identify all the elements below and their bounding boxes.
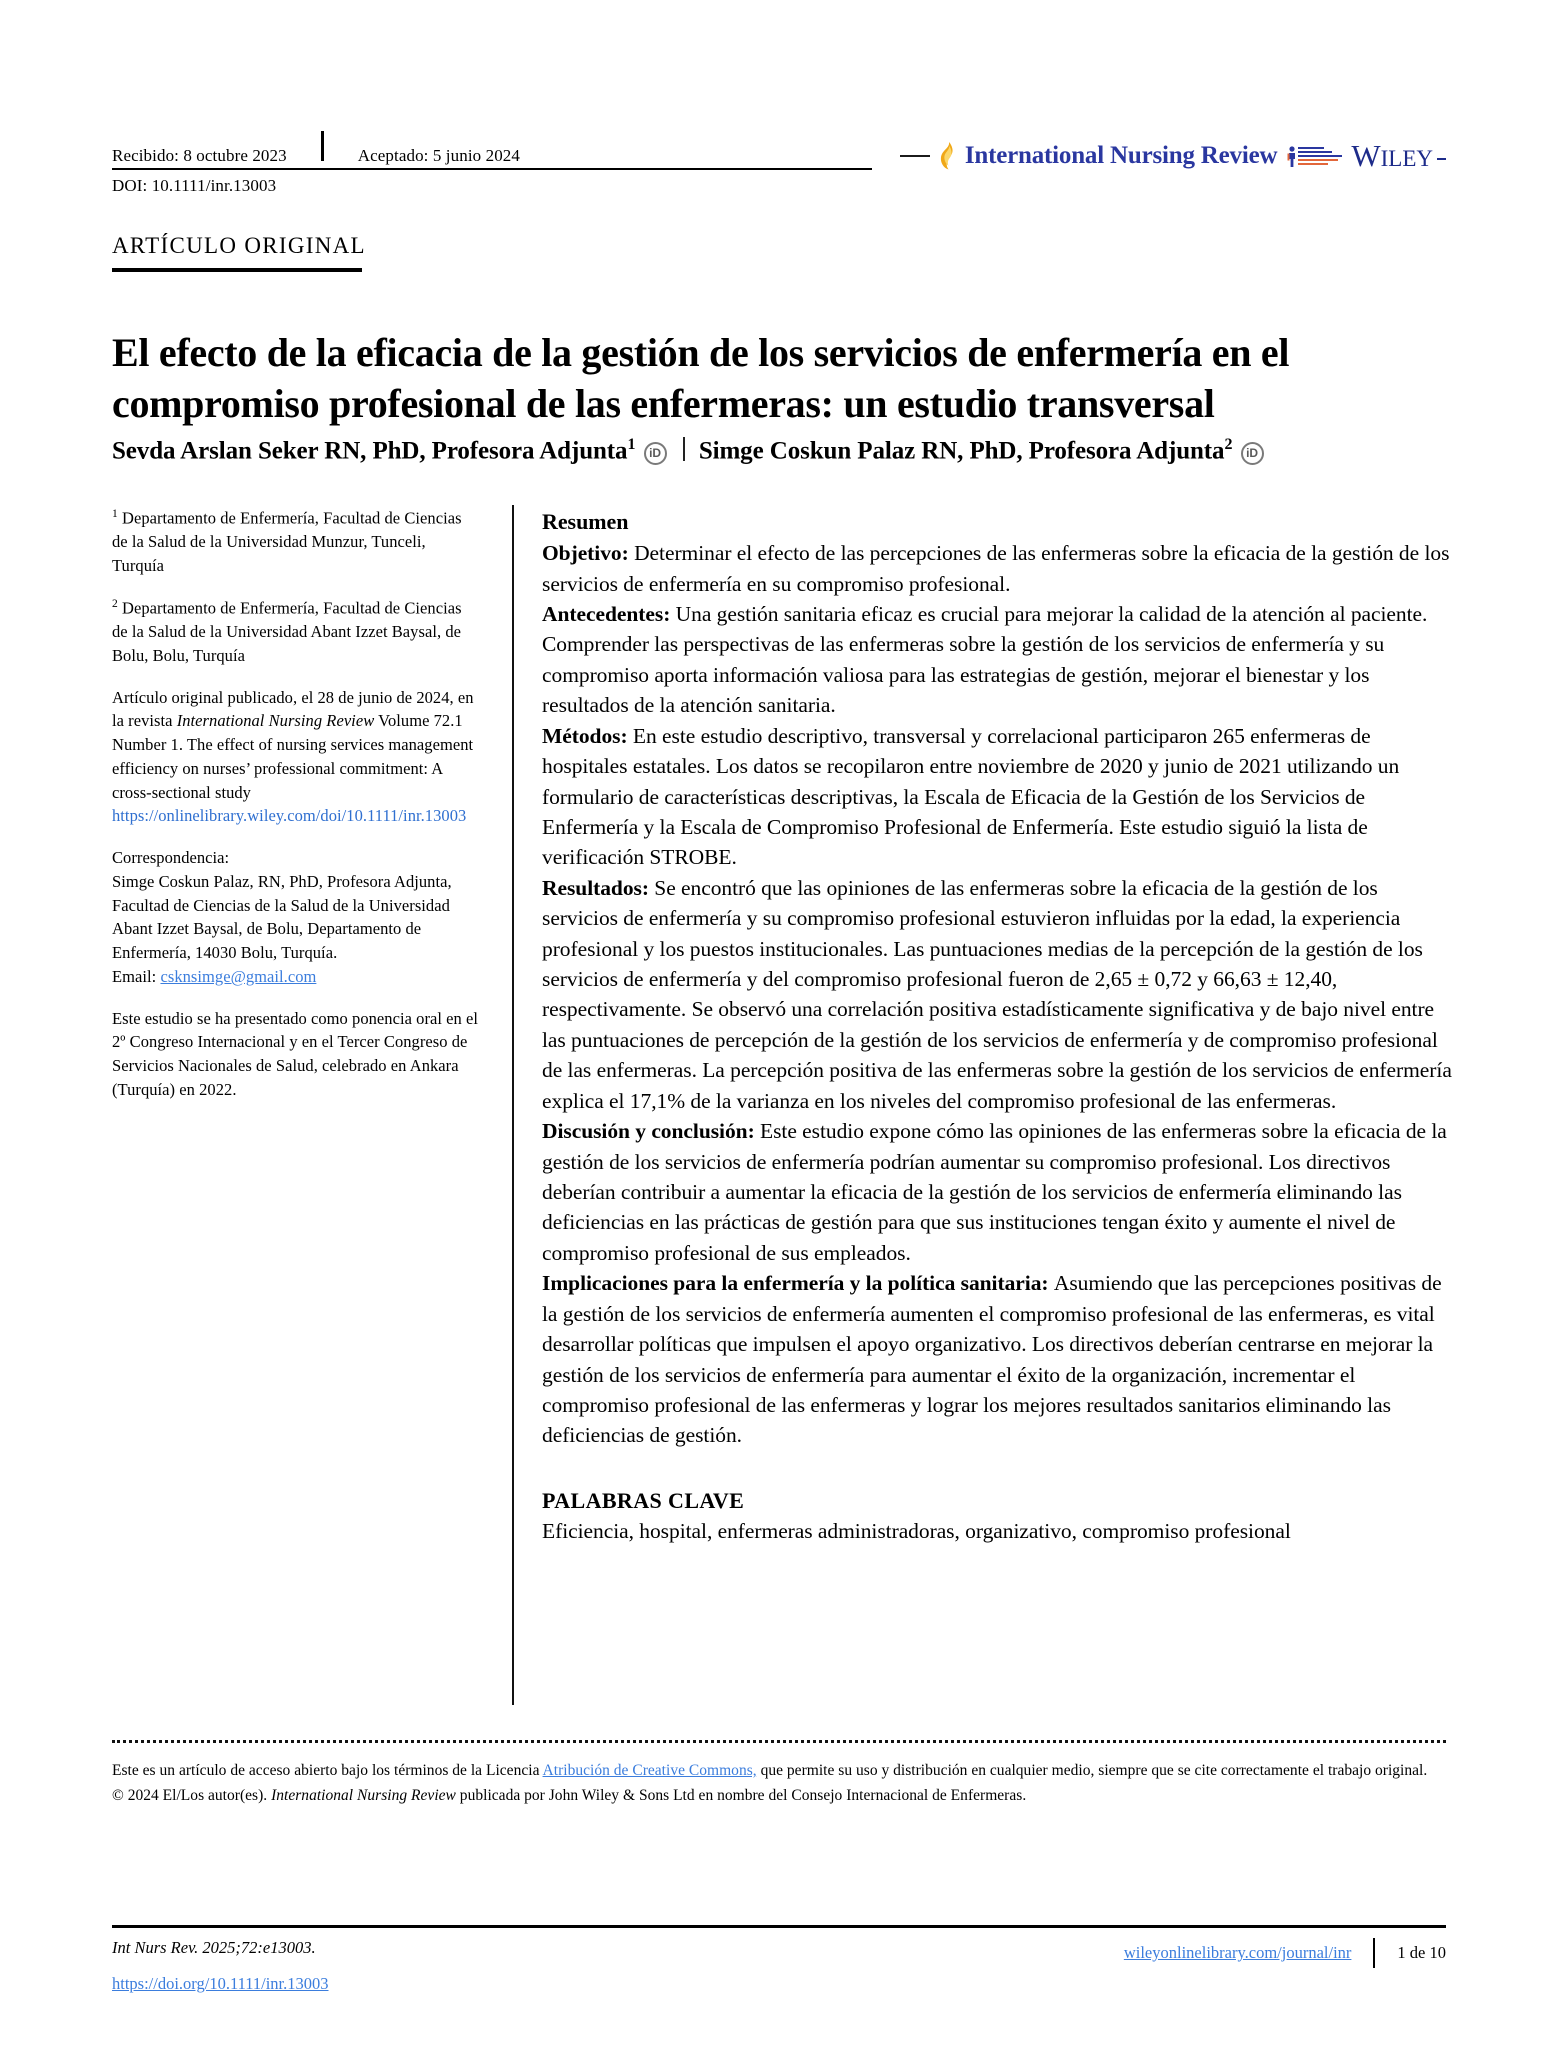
flame-icon [938,141,958,171]
license-statement [112,1758,1446,1783]
correspondence-block [112,846,480,989]
wiley-initial: W [1351,138,1381,173]
abstract-heading: Resumen [542,509,629,534]
original-note-part1: Artículo original publicado, el 28 de junio de 2024, en la revista [112,687,474,731]
author-1-name: Sevda Arslan Seker RN, PhD, Profesora Adjunta [112,437,628,465]
affiliation-1-marker: 1 [112,508,118,520]
wiley-dash [1437,158,1446,160]
copyright-part2: publicada por John Wiley & Sons Ltd en nombre del Consejo Internacional de Enfermeras. [455,1787,1027,1805]
article-type-label: ARTÍCULO ORIGINAL [112,233,366,258]
logo-lead-rule [900,155,930,157]
original-note-link[interactable]: https://onlinelibrary.wiley.com/doi/10.1111/inr.13003 [112,806,467,826]
original-note-journal: International Nursing Review [176,711,375,731]
abstract-section [542,721,1452,873]
abstract-section-text: Determinar el efecto de las percepciones de las enfermeras sobre la eficacia de la gestión de los servicios de enfermería en su compromiso profesional. [542,541,1450,596]
footer-citation: Int Nurs Rev. 2025;72:e13003. [112,1938,316,1957]
journal-logo[interactable] [900,134,1446,178]
abstract-section-text: Asumiendo que las percepciones positivas de la gestión de los servicios de enfermería aumenten el compromiso profesional de las enfermeras, es vital desarrollar políticas que impulsen el apoyo organizativo. Los directivos deberían centrarse en mejorar la gestión de los servicios de enfermería para aumentar el éxito de la organización, incrementar el compromiso profesional de las enfermeras y lograr los mejores resultados sanitarios eliminando las deficiencias de gestión. [542,1271,1442,1448]
page-number: 1 de 10 [1397,1943,1446,1962]
icn-logo-icon [1287,145,1342,167]
copyright-part1: © 2024 El/Los autor(es). [112,1787,272,1805]
article-type-rule [112,268,362,272]
footer-rule [112,1925,1446,1928]
abstract-section-text: Una gestión sanitaria eficaz es crucial para mejorar la calidad de la atención al paciente. Comprender las perspectivas de las enfermeras sobre la gestión de los servicios de enfermería y su compromiso aporta información valiosa para las estrategias de gestión, mejorar el bienestar y los resultados de la atención sanitaria. [542,601,1428,718]
abstract-column [542,506,1452,1546]
abstract-section-label: Discusión y conclusión: [542,1119,761,1144]
received-date: Recibido: 8 octubre 2023 [112,146,287,165]
congress-note: Este estudio se ha presentado como ponencia oral en el 2º Congreso Internacional y en el Tercer Congreso de Servicios Nacionales de Salud, celebrado en Ankara (Turquía) en 2022. [112,1008,479,1099]
copyright-journal: International Nursing Review [271,1787,456,1805]
abstract-sections [542,538,1452,1451]
abstract-section [542,1116,1452,1268]
abstract-section-label: Métodos: [542,723,633,748]
affiliation-1-text: Departamento de Enfermería, Facultad de Ciencias de la Salud de la Universidad Munzur, Tunceli, Turquía [112,508,462,575]
abstract-section [542,599,1452,721]
license-block [112,1758,1446,1808]
wiley-logo [1351,138,1446,174]
header-dates [112,131,520,166]
author-list [112,435,1452,468]
header-rule [112,168,872,170]
copyright-statement [112,1783,1446,1808]
email-link[interactable]: csknsimge@gmail.com [160,966,317,986]
abstract-section-text: Se encontró que las opiniones de las enfermeras sobre la eficacia de la gestión de los servicios de enfermería y su compromiso profesional estuvieron influidas por la edad, la experiencia profesional y los puestos institucionales. Las puntuaciones medias de la percepción de la gestión de los servicios de enfermería y del compromiso profesional fueron de 2,65 ± 0,72 y 66,63 ± 12,40, respectivamente. Se observó una correlación positiva estadísticamente significativa y de bajo nivel entre las puntuaciones de percepción de la gestión de los servicios de enfermería y de compromiso profesional de las enfermeras. La percepción positiva de las enfermeras sobre la gestión de los servicios de enfermería explica el 17,1% de la varianza en los niveles del compromiso profesional de las enfermeras. [542,875,1452,1113]
affiliation-2-marker: 2 [112,597,118,610]
footer-citation-block [112,1938,329,1994]
author-2-affiliation-marker: 2 [1224,436,1233,453]
column-divider [512,505,514,1705]
icn-person-icon [1287,146,1295,166]
icn-bars-icon [1298,145,1342,167]
license-part2: que permite su uso y distribución en cualquier medio, siempre que se cite correctamente el trabajo original. [756,1762,1428,1779]
orcid-icon[interactable]: iD [1241,442,1264,465]
abstract-section [542,1268,1452,1451]
abstract-section-label: Resultados: [542,875,655,900]
page-title: El efecto de la eficacia de la gestión de los servicios de enfermería en el compromiso profesional de las enfermeras: un estudio transversal [112,329,1290,426]
journal-title: International Nursing Review [964,142,1278,169]
doi-label: DOI: 10.1111/inr.13003 [112,176,277,195]
affiliation-2-text: Departamento de Enfermería, Facultad de Ciencias de la Salud de la Universidad Abant Izzet Baysal, de Bolu, Bolu, Turquía [112,598,462,665]
author-divider [683,437,685,461]
abstract-section-text: En este estudio descriptivo, transversal y correlacional participaron 265 enfermeras de hospitales estatales. Los datos se recopilaron entre noviembre de 2020 y junio de 2021 utilizando un formulario de características descriptivas, la Escala de Eficacia de la Gestión de los Servicios de Enfermería y la Escala de Compromiso Profesional de Enfermería. Este estudio siguió la lista de verificación STROBE. [542,723,1400,870]
affiliation-2 [112,596,480,668]
footer-doi-link[interactable]: https://doi.org/10.1111/inr.13003 [112,1974,329,1993]
orcid-icon[interactable]: iD [644,442,667,465]
email-label: Email: [112,966,161,986]
page-header [112,130,1446,220]
correspondence-label: Correspondencia: [112,848,230,867]
license-divider [112,1740,1446,1743]
abstract-section-label: Antecedentes: [542,601,676,626]
keywords-list: Eficiencia, hospital, enfermeras administradoras, organizativo, compromiso profesional [542,1518,1291,1543]
footer-site-link[interactable]: wileyonlinelibrary.com/journal/inr [1123,1943,1352,1962]
abstract-section [542,538,1452,599]
abstract-section-label: Implicaciones para la enfermería y la política sanitaria: [542,1271,1054,1296]
author-2-name: Simge Coskun Palaz RN, PhD, Profesora Adjunta [698,437,1225,465]
abstract-section-text: Este estudio expone cómo las opiniones de las enfermeras sobre la eficacia de la gestión de los servicios de enfermería podrían aumentar su compromiso profesional. Los directivos deberían contribuir a aumentar la eficacia de la gestión de los servicios de enfermería eliminando las deficiencias en las prácticas de gestión para que sus instituciones tengan éxito y aumente el nivel de compromiso profesional de sus empleados. [542,1119,1447,1265]
original-publication-note [112,686,480,829]
license-part1: Este es un artículo de acceso abierto bajo los términos de la Licencia [112,1762,543,1779]
affiliation-sidebar [112,506,480,1120]
correspondence-text: Simge Coskun Palaz, RN, PhD, Profesora Adjunta, Facultad de Ciencias de la Salud de la Universidad Abant Izzet Baysal, de Bolu, Departamento de Enfermería, 14030 Bolu, Turquía. [112,871,452,962]
abstract-section [542,873,1452,1116]
original-note-part2: Volume 72.1 Number 1. The effect of nursing services management efficiency on nurses’ professional commitment: A cross-sectional study [112,711,474,802]
author-1-affiliation-marker: 1 [627,436,636,453]
creative-commons-link[interactable]: Atribución de Creative Commons, [542,1762,757,1779]
affiliation-1 [112,506,480,578]
abstract-section-label: Objetivo: [542,541,635,566]
footer-divider [1373,1938,1375,1968]
accepted-date: Aceptado: 5 junio 2024 [357,146,520,165]
wiley-rest: ILEY [1380,146,1433,171]
keywords-heading: PALABRAS CLAVE [542,1487,745,1513]
footer-right-block [1124,1938,1446,1968]
